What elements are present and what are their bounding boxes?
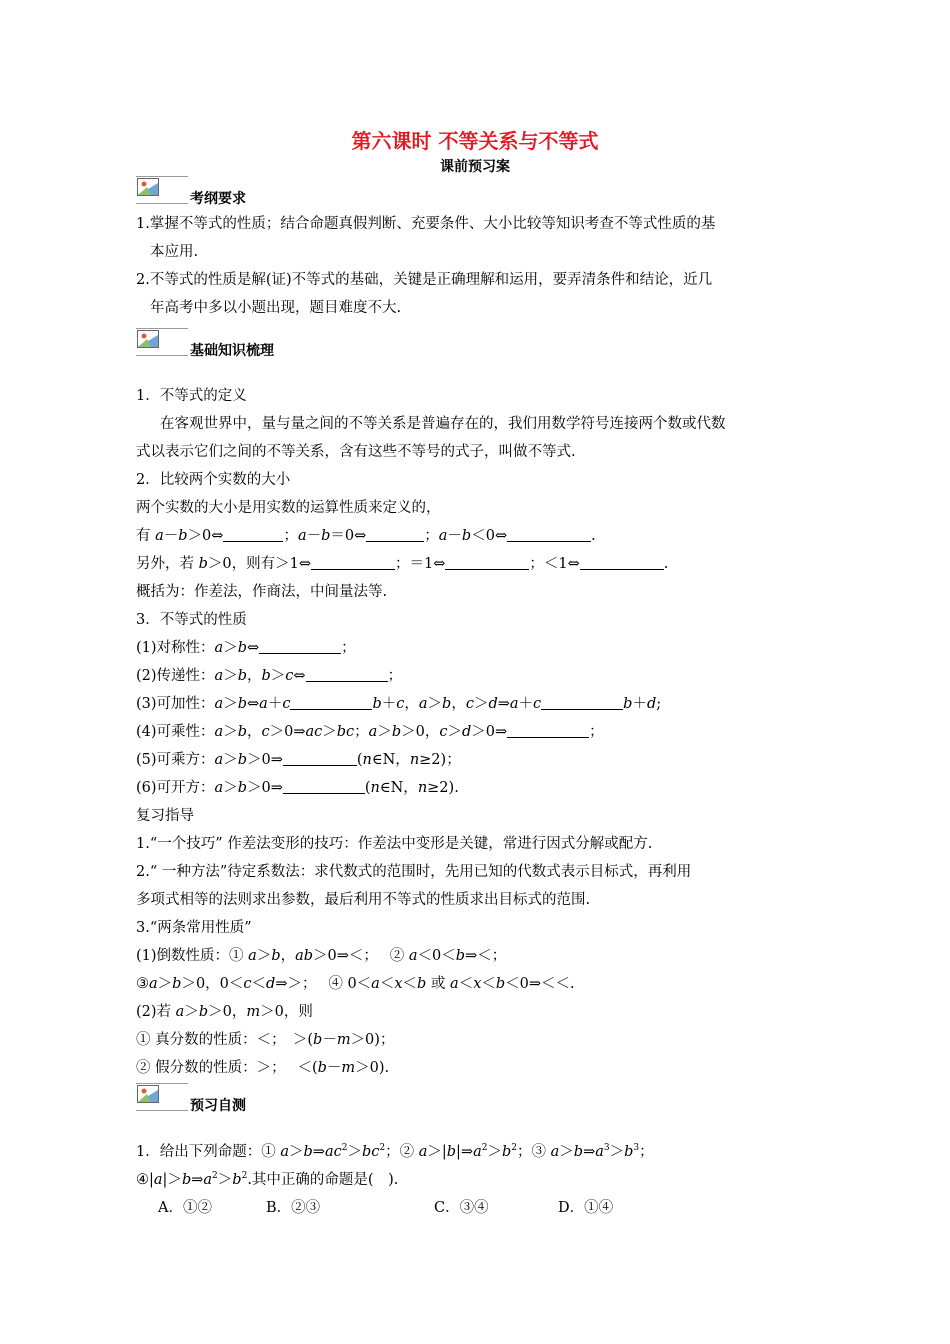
page-subtitle: 课前预习案 (440, 159, 510, 175)
reciprocal-property-line-1: (1)倒数性质：① a＞b，ab＞0⇒＜； ② a＜0＜b⇒＜； (136, 948, 507, 964)
page-title: 第六课时 不等关系与不等式 (351, 129, 599, 153)
section-heading: 基础知识梳理 (190, 343, 274, 359)
property-transitive: (2)传递性：a＞b，b＞c⇔ ； (136, 668, 403, 684)
property-power: (5)可乘方：a＞b＞0⇒ (n∈N，n≥2)； (136, 752, 461, 768)
definition-line-1: 在客观世界中，量与量之间的不等关系是普遍存在的，我们用数学符号连接两个数或代数 (160, 416, 726, 432)
requirement-2-line-1: 2.不等式的性质是解(证)不等式的基础，关键是正确理解和运用，要弄清条件和结论，近几 (136, 272, 713, 288)
review-tip-2-line-2: 多项式相等的法则求出参数，最后利用不等式的性质求出目标式的范围. (136, 892, 591, 908)
requirement-1-line-2: 本应用. (150, 244, 199, 260)
definition-line-2: 式以表示它们之间的不等关系，含有这些不等号的式子，叫做不等式. (136, 444, 576, 460)
compare-line-3: 另外，若 b＞0，则有＞1⇔ ；＝1⇔ ；＜1⇔ . (136, 556, 669, 572)
requirement-1-line-1: 1.掌握不等式的性质；结合命题真假判断、充要条件、大小比较等知识考查不等式性质的基 (136, 216, 716, 232)
compare-line-2: 有 a－b＞0⇔ ；a－b＝0⇔ ；a－b＜0⇔ . (136, 528, 596, 544)
requirement-2-line-2: 年高考中多以小题出现，题目难度不大. (150, 300, 402, 316)
review-tip-3: 3.“两条常用性质” (136, 920, 252, 936)
compare-summary: 概括为：作差法，作商法，中间量法等. (136, 584, 388, 600)
section-image-icon (136, 1083, 188, 1111)
property-root: (6)可开方：a＞b＞0⇒ (n∈N，n≥2). (136, 780, 459, 796)
properties-heading: 3．不等式的性质 (136, 612, 247, 628)
section-image-icon (136, 176, 188, 204)
proper-fraction-property: ① 真分数的性质：＜； ＞(b－m＞0)； (136, 1032, 395, 1048)
improper-fraction-property: ② 假分数的性质：＞； ＜(b－m＞0). (136, 1060, 390, 1076)
fraction-property-heading: (2)若 a＞b＞0，m＞0，则 (136, 1004, 313, 1020)
property-additive: (3)可加性：a＞b⇔a＋c b＋c，a＞b，c＞d⇒a＋c b＋d; (136, 696, 662, 712)
reciprocal-property-line-2: ③a＞b＞0，0＜c＜d⇒＞； ④ 0＜a＜x＜b 或 a＜x＜b＜0⇒＜＜. (136, 976, 575, 992)
property-symmetry: (1)对称性：a＞b⇔ ； (136, 640, 356, 656)
option-a[interactable]: A．①② (158, 1200, 212, 1216)
section-heading: 预习自测 (190, 1098, 246, 1114)
option-d[interactable]: D．①④ (558, 1200, 614, 1216)
section-heading: 考纲要求 (190, 191, 246, 207)
review-tip-2-line-1: 2.“ 一种方法”待定系数法：求代数式的范围时，先用已知的代数式表示目标式，再利用 (136, 864, 692, 880)
question-1-line-1: 1．给出下列命题：① $a>b\Rightarrow ac^2>bc^2$；② $a>|b|\Rightarrow a^2>b^2$；③ $a>b\Rightarrow a^3>b^3$； (136, 1143, 654, 1160)
section-image-icon (136, 328, 188, 356)
property-multiplicative: (4)可乘性：a＞b，c＞0⇒ac＞bc；a＞b＞0，c＞d＞0⇒ ； (136, 724, 604, 740)
definition-heading: 1．不等式的定义 (136, 388, 247, 404)
review-tip-1: 1.“一个技巧” 作差法变形的技巧：作差法中变形是关键，常进行因式分解或配方. (136, 836, 653, 852)
option-b[interactable]: B．②③ (266, 1200, 321, 1216)
option-c[interactable]: C．③④ (434, 1200, 489, 1216)
question-1-line-2: $④|a|>b\Rightarrow a^2>b^2$.其中正确的命题是( ). (136, 1171, 399, 1188)
compare-line-1: 两个实数的大小是用实数的运算性质来定义的， (136, 500, 441, 516)
review-heading: 复习指导 (136, 808, 194, 824)
compare-heading: 2．比较两个实数的大小 (136, 472, 291, 488)
